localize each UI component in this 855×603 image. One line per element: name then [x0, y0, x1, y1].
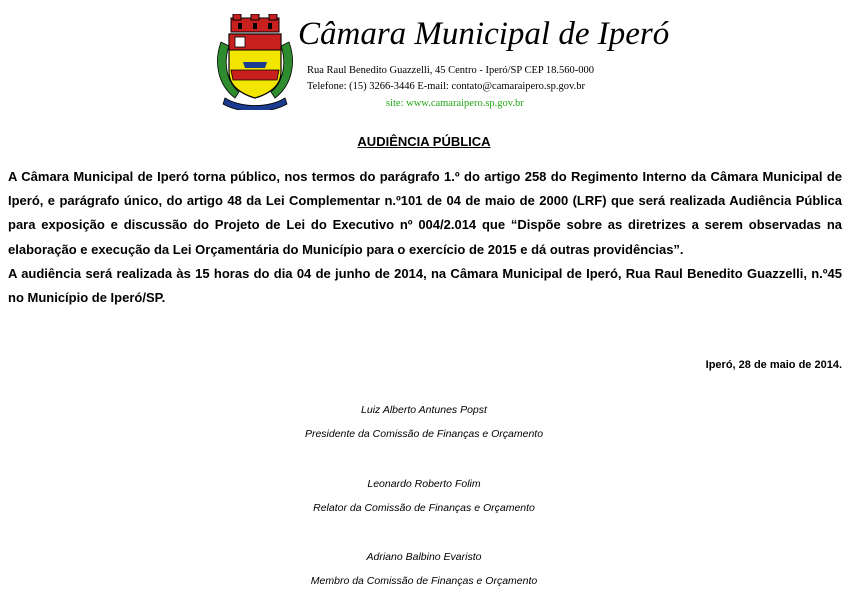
institution-name: Câmara Municipal de Iperó: [298, 16, 670, 52]
letterhead: [0, 0, 855, 120]
document-body: [8, 165, 842, 310]
signatory-role: Membro da Comissão de Finanças e Orçamento: [310, 575, 538, 587]
address-line: Rua Raul Benedito Guazzelli, 45 Centro - Iperó/SP CEP 18.560-000: [307, 65, 595, 76]
contact-line: Telefone: (15) 3266-3446 E-mail: contato@camaraipero.sp.gov.br: [307, 81, 585, 92]
signatory-name: Adriano Balbino Evaristo: [366, 551, 482, 563]
site-link[interactable]: site: www.camaraipero.sp.gov.br: [386, 98, 524, 109]
signatory-role: Presidente da Comissão de Finanças e Orçamento: [304, 428, 544, 440]
coat-of-arms-icon: [215, 14, 295, 110]
document-title: AUDIÊNCIA PÚBLICA: [357, 134, 491, 149]
signatory-name: Leonardo Roberto Folim: [367, 478, 481, 490]
signatory-role: Relator da Comissão de Finanças e Orçamento: [313, 502, 535, 514]
signatory-name: Luiz Alberto Antunes Popst: [361, 404, 487, 416]
body-paragraph: A Câmara Municipal de Iperó torna público, nos termos do parágrafo 1.º do artigo 258 do Regimento Interno da Câmara Municipal de Iperó, e parágrafo único, do artigo 48 da Lei Complementar n.º101 de 04 de maio de 2000 (LRF) que será realizada Audiência Pública para exposição e discussão do Projeto de Lei do Executivo nº 004/2.014 que “Dispõe sobre as diretrizes a serem observadas na elaboração e execução da Lei Orçamentária do Município para o exercício de 2015 e dá outras providências”.: [8, 169, 842, 257]
document-date: Iperó, 28 de maio de 2014.: [705, 359, 842, 371]
body-paragraph: A audiência será realizada às 15 horas do dia 04 de junho de 2014, na Câmara Municipal de Iperó, Rua Raul Benedito Guazzelli, n.º45 no Município de Iperó/SP.: [8, 265, 842, 306]
